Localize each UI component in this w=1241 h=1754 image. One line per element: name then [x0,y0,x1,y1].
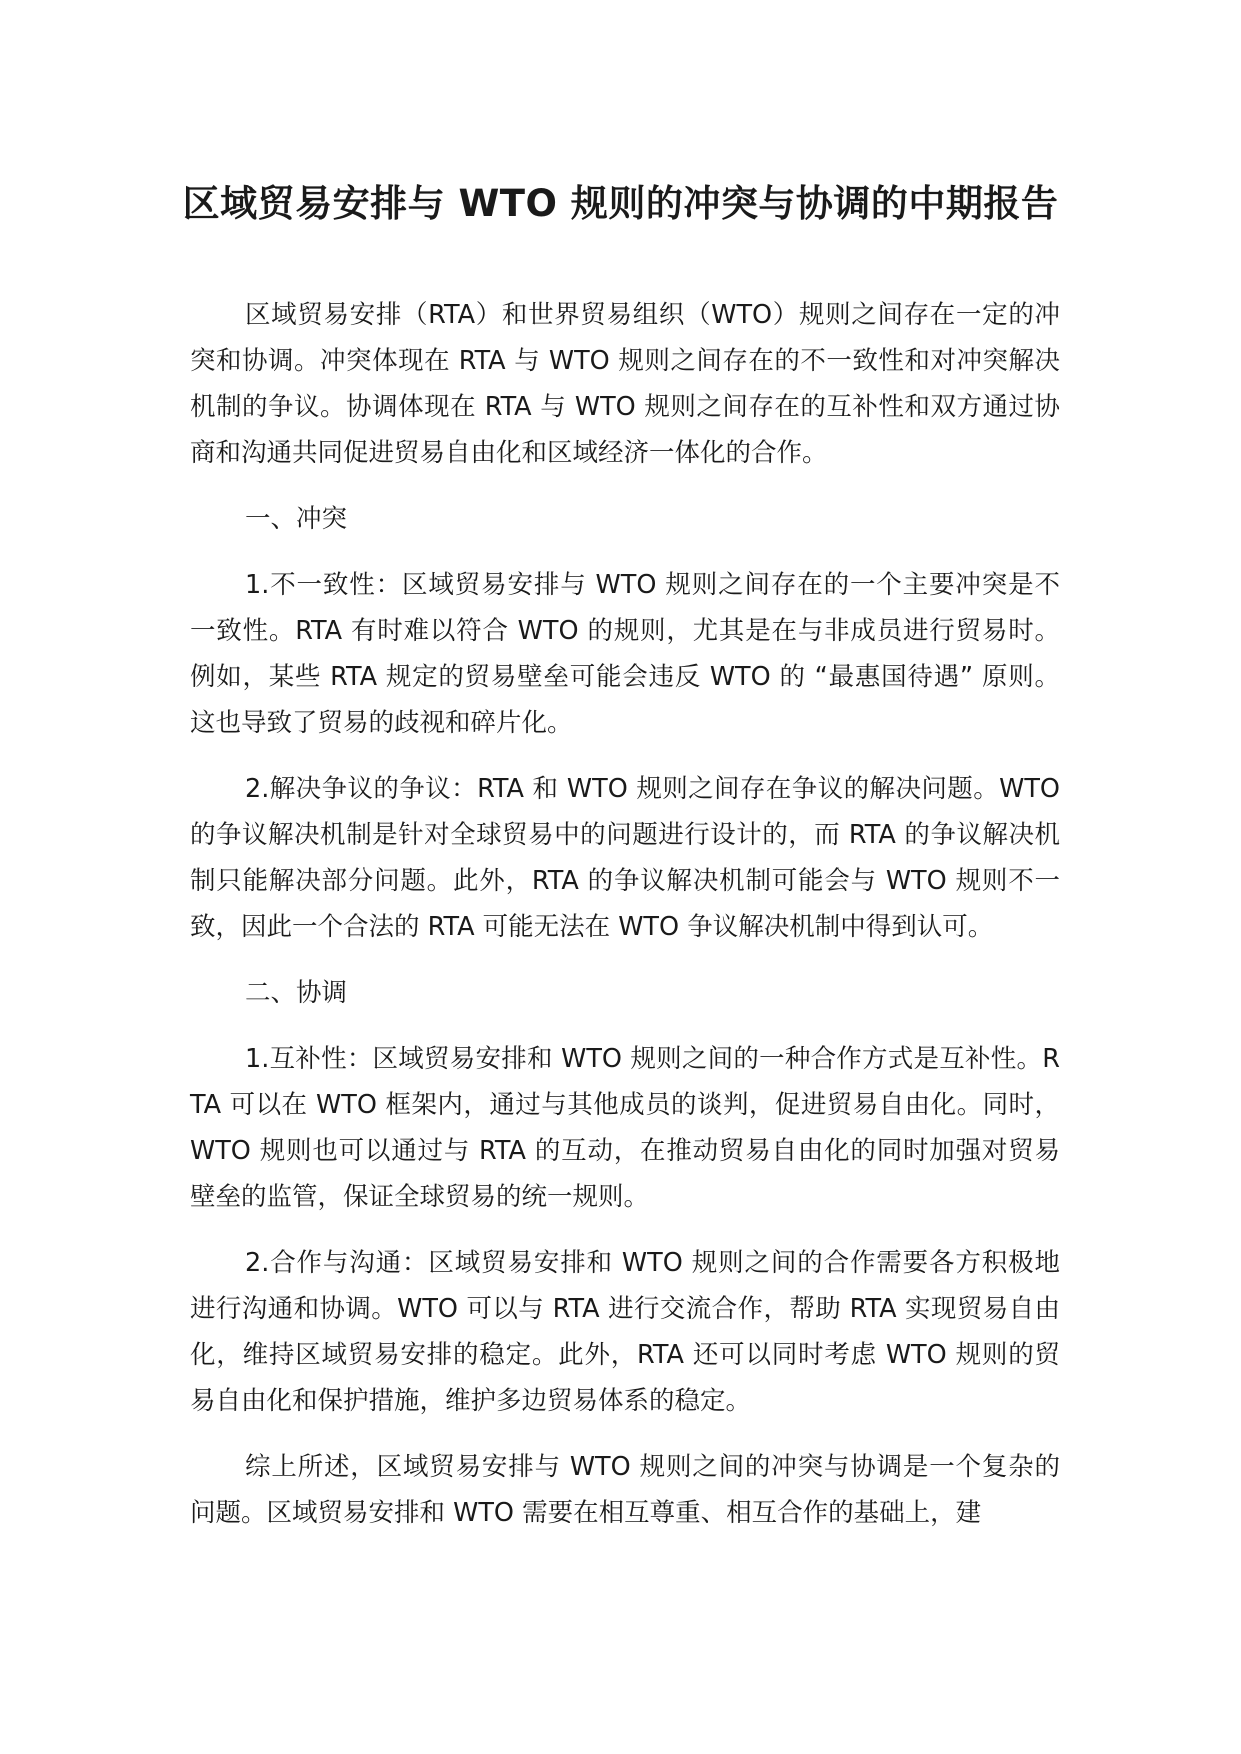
coordination-point-2-paragraph: 2.合作与沟通：区域贸易安排和 WTO 规则之间的合作需要各方积极地进行沟通和协调。WTO 可以与 RTA 进行交流合作，帮助 RTA 实现贸易自由化，维持区域贸易安排的稳定。此外，RTA 还可以同时考虑 WTO 规则的贸易自由化和保护措施，维护多边贸易体系的稳定。 [190,1248,1060,1416]
coordination-point-1-paragraph: 1.互补性：区域贸易安排和 WTO 规则之间的一种合作方式是互补性。RTA 可以在 WTO 框架内，通过与其他成员的谈判，促进贸易自由化。同时，WTO 规则也可以通过与 RTA 的互动，在推动贸易自由化的同时加强对贸易壁垒的监管，保证全球贸易的统一规则。 [190,1044,1060,1212]
conclusion-paragraph: 综上所述，区域贸易安排与 WTO 规则之间的冲突与协调是一个复杂的问题。区域贸易安排和 WTO 需要在相互尊重、相互合作的基础上，建 [190,1452,1060,1528]
conflict-point-2-paragraph: 2.解决争议的争议：RTA 和 WTO 规则之间存在争议的解决问题。WTO 的争议解决机制是针对全球贸易中的问题进行设计的，而 RTA 的争议解决机制只能解决部分问题。此外，RTA 的争议解决机制可能会与 WTO 规则不一致，因此一个合法的 RTA 可能无法在 WTO 争议解决机制中得到认可。 [190,774,1060,942]
section-heading-conflict: 一、冲突 [245,504,348,534]
intro-paragraph: 区域贸易安排（RTA）和世界贸易组织（WTO）规则之间存在一定的冲突和协调。冲突体现在 RTA 与 WTO 规则之间存在的不一致性和对冲突解决机制的争议。协调体现在 RTA 与 WTO 规则之间存在的互补性和双方通过协商和沟通共同促进贸易自由化和区域经济一体化的合作。 [190,300,1060,468]
section-heading-coordination: 二、协调 [245,978,348,1008]
document-title: 区域贸易安排与 WTO 规则的冲突与协调的中期报告 [182,182,1059,225]
document-body [190,292,1060,1556]
conflict-point-1-paragraph: 1.不一致性：区域贸易安排与 WTO 规则之间存在的一个主要冲突是不一致性。RTA 有时难以符合 WTO 的规则，尤其是在与非成员进行贸易时。例如，某些 RTA 规定的贸易壁垒可能会违反 WTO 的 “最惠国待遇” 原则。这也导致了贸易的歧视和碎片化。 [190,570,1060,738]
